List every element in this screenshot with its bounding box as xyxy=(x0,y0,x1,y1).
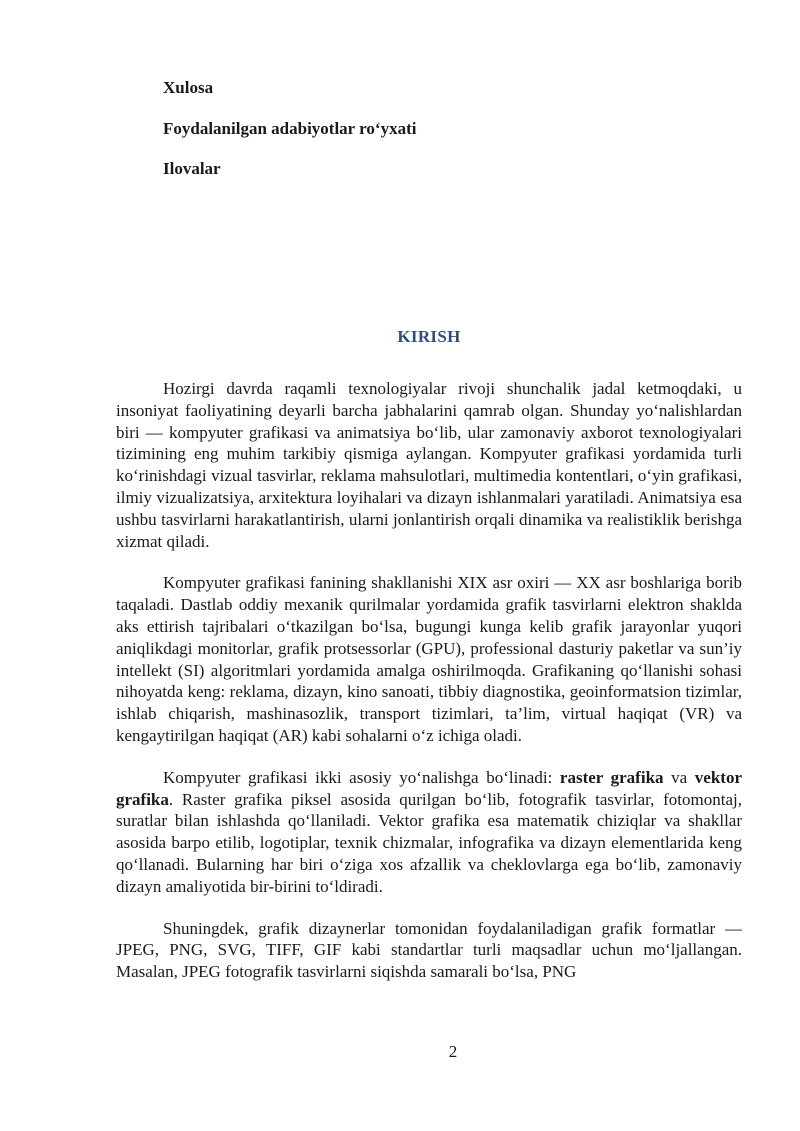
term-vector-graphics: vektor grafika xyxy=(116,767,743,809)
toc-item-appendices: Ilovalar xyxy=(163,159,221,178)
body-text xyxy=(116,378,742,1003)
paragraph-1: Hozirgi davrda raqamli texnologiyalar rivoji shunchalik jadal ketmoqdaki, u insoniyat faoliyatining deyarli barcha jabhalarini qamrab olgan. Shunday yo‘nalishlardan biri — kompyuter grafikasi va animatsiya bo‘lib, ular zamonaviy axborot texnologiyalari tizimining eng muhim tarkibiy qismiga aylangan. Kompyuter grafikasi yordamida turli ko‘rinishdagi vizual tasvirlar, reklama mahsulotlari, multimedia kontentlari, o‘yin grafikasi, ilmiy vizualizatsiya, arxitektura loyihalari va dizayn ishlanmalari yaratiladi. Animatsiya esa ushbu tasvirlarni harakatlantirish, ularni jonlantirish orqali dinamika va realistiklik berishga xizmat qiladi. xyxy=(116,379,742,551)
paragraph-2: Kompyuter grafikasi fanining shakllanishi XIX asr oxiri — XX asr boshlariga borib taqaladi. Dastlab oddiy mexanik qurilmalar yordamida grafik tasvirlarni elektron shaklda aks ettirish tajribalari o‘tkazilgan bo‘lsa, bugungi kunga kelib grafik jarayonlar yuqori aniqlikdagi monitorlar, grafik protsessorlar (GPU), professional dasturiy paketlar va sun’iy intellekt (SI) algoritmlari yordamida amalga oshirilmoqda. Grafikaning qo‘llanishi sohasi nihoyatda keng: reklama, dizayn, kino sanoati, tibbiy diagnostika, geoinformatsion tizimlar, ishlab chiqarish, mashinasozlik, transport tizimlari, ta’lim, virtual haqiqat (VR) va kengaytirilgan haqiqat (AR) kabi sohalarni o‘z ichiga oladi. xyxy=(116,573,742,745)
term-raster-graphics: raster grafika xyxy=(559,767,664,787)
paragraph-3-text-c: . Raster grafika piksel asosida qurilgan bo‘lib, fotografik tasvirlar, fotomontaj, suratlar bilan ishlashda qo‘llaniladi. Vektor grafika esa matematik chiziqlar va shakllar asosida barpo etilib, logotiplar, texnik chizmalar, infografika va dizayn elementlarida keng qo‘llanadi. Bularning har biri o‘ziga xos afzallik va cheklovlarga ega bo‘lib, zamonaviy dizayn amaliyotida bir-birini to‘ldiradi. xyxy=(116,789,742,896)
toc-item-references: Foydalanilgan adabiyotlar ro‘yxati xyxy=(163,119,417,138)
section-heading: KIRISH xyxy=(397,327,461,346)
paragraph-4: Shuningdek, grafik dizaynerlar tomonidan foydalaniladigan grafik formatlar — JPEG, PNG, SVG, TIFF, GIF kabi standartlar turli maqsadlar uchun mo‘ljallangan. Masalan, JPEG fotografik tasvirlarni siqishda samarali bo‘lsa, PNG xyxy=(116,918,742,982)
paragraph-3-text-b: va xyxy=(663,767,695,787)
toc-item-conclusion: Xulosa xyxy=(163,78,214,97)
page-number: 2 xyxy=(448,1042,458,1061)
paragraph-3-text-a: Kompyuter grafikasi ikki asosiy yo‘nalishga bo‘linadi: xyxy=(163,767,560,787)
paragraph-3 xyxy=(116,767,742,898)
